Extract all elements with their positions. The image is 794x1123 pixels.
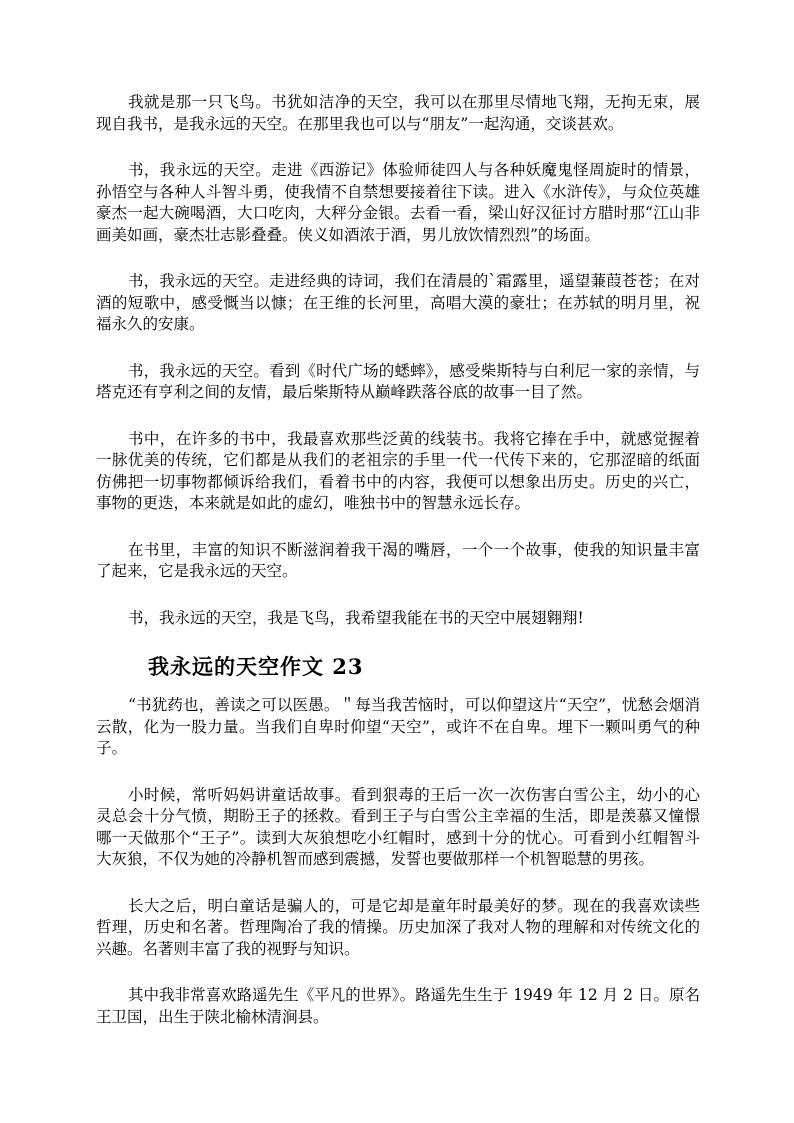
paragraph: 书，我永远的天空。走进经典的诗词，我们在清晨的`霜露里，遥望蒹葭苍苍；在对酒的短歌中，感受慨当以慷；在王维的长河里，高唱大漠的豪壮；在苏轼的明月里，祝福永久的安康。	[96, 272, 700, 333]
paragraph: 小时候，常听妈妈讲童话故事。看到狠毒的王后一次一次伤害白雪公主，幼小的心灵总会十分气愤，期盼王子的拯救。看到王子与白雪公主幸福的生活，即是羡慕又憧憬哪一天做那个“王子”。读到大灰狼想吃小红帽时，感到十分的忧心。可看到小红帽智斗大灰狼，不仅为她的冷静机智而感到震撼，发誓也要做那样一个机智聪慧的男孩。	[96, 785, 700, 868]
paragraph: 其中我非常喜欢路遥先生《平凡的世界》。路遥先生生于 1949 年 12 月 2 日。原名王卫国，出生于陕北榆林清涧县。	[96, 986, 700, 1026]
paragraph: 书，我永远的天空，我是飞鸟，我希望我能在书的天空中展翅翱翔!	[128, 608, 584, 627]
paragraph: 书中，在许多的书中，我最喜欢那些泛黄的线装书。我将它捧在手中，就感觉握着一脉优美的传统，它们都是从我们的老祖宗的手里一代一代传下来的，它那涩暗的纸面仿佛把一切事物都倾诉给我们，看着书中的内容，我便可以想象出历史。历史的兴亡，事物的更迭，本来就是如此的虚幻，唯独书中的智慧永远长存。	[96, 429, 700, 512]
paragraph: “书犹药也，善读之可以医愚。＂每当我苦恼时，可以仰望这片“天空”，忧愁会烟消云散，化为一股力量。当我们自卑时仰望“天空”，或许不在自卑。埋下一颗叫勇气的种子。	[96, 696, 700, 757]
paragraph: 我就是那一只飞鸟。书犹如洁净的天空，我可以在那里尽情地飞翔，无拘无束，展现自我书，是我永远的天空。在那里我也可以与“朋友”一起沟通，交谈甚欢。	[96, 93, 700, 133]
section-heading: 我永远的天空作文 23	[148, 654, 364, 679]
paragraph: 长大之后，明白童话是骗人的，可是它却是童年时最美好的梦。现在的我喜欢读些哲理，历史和名著。哲理陶冶了我的情操。历史加深了我对人物的理解和对传统文化的兴趣。名著则丰富了我的视野与知识。	[96, 896, 700, 958]
paragraph: 在书里，丰富的知识不断滋润着我干渴的嘴唇，一个一个故事，使我的知识量丰富了起来，它是我永远的天空。	[96, 540, 700, 580]
paragraph: 书，我永远的天空。看到《时代广场的蟋蟀》，感受柴斯特与白利尼一家的亲情，与塔克还有亨利之间的友情，最后柴斯特从巅峰跌落谷底的故事一目了然。	[96, 361, 700, 401]
document-page	[96, 92, 700, 1053]
paragraph: 书，我永远的天空。走进《西游记》体验师徒四人与各种妖魔鬼怪周旋时的情景，孙悟空与各种人斗智斗勇，使我情不自禁想要接着往下读。进入《水浒传》，与众位英雄豪杰一起大碗喝酒，大口吃肉，大秤分金银。去看一看，梁山好汉征讨方腊时那“江山非画美如画，豪杰壮志影叠叠。侠义如酒浓于酒，男儿放饮情烈烈”的场面。	[96, 161, 700, 244]
